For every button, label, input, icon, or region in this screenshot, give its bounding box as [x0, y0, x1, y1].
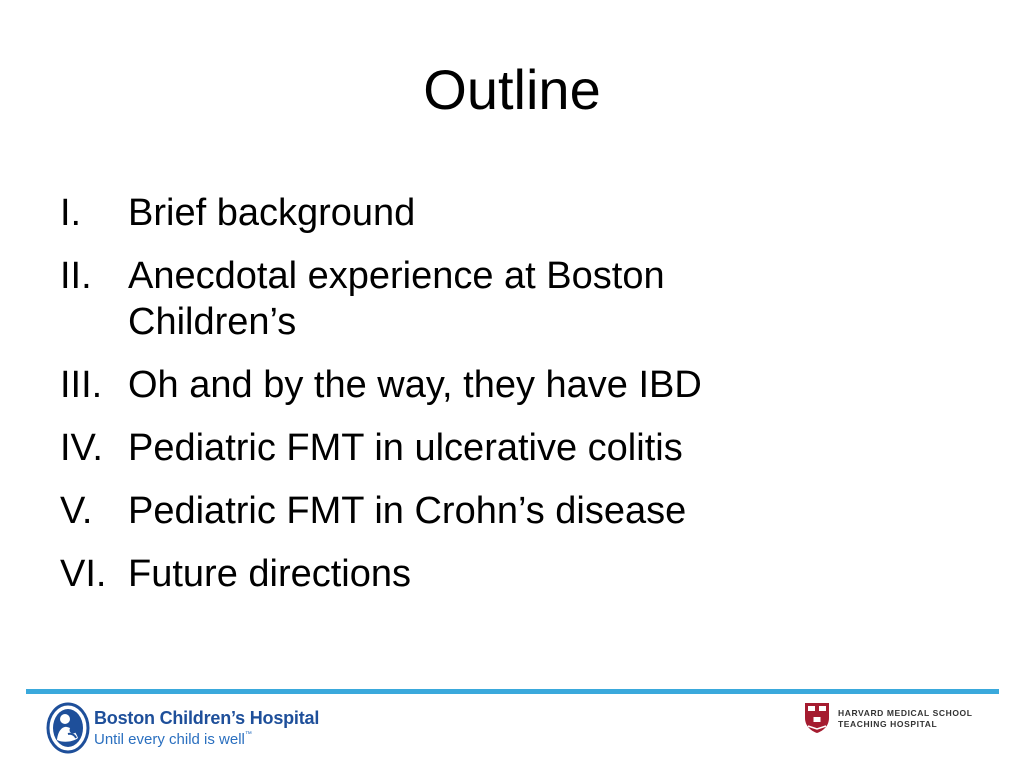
- hms-name: HARVARD MEDICAL SCHOOL: [838, 708, 973, 718]
- boston-childrens-logo: [46, 702, 366, 758]
- footer-divider: [26, 689, 999, 694]
- outline-item-number: I.: [60, 192, 82, 234]
- harvard-medical-school-logo: [804, 702, 1004, 736]
- outline-item-number: II.: [60, 255, 92, 297]
- outline-item-text: Pediatric FMT in Crohn’s disease: [128, 490, 687, 532]
- outline-item: [60, 488, 960, 534]
- outline-item: [60, 190, 960, 236]
- hospital-tagline: [94, 731, 252, 748]
- outline-item: [60, 362, 960, 408]
- outline-item: [60, 551, 960, 597]
- hospital-name: Boston Children’s Hospital: [94, 708, 320, 728]
- hms-subtitle: TEACHING HOSPITAL: [838, 719, 938, 729]
- tagline-text: Until every child is well: [94, 731, 245, 748]
- trademark-symbol: ™: [244, 731, 252, 738]
- outline-item: [60, 253, 960, 345]
- outline-item: [60, 425, 960, 471]
- outline-item-text: Oh and by the way, they have IBD: [128, 364, 702, 406]
- child-emblem-icon: [46, 702, 90, 754]
- veritas-shield-icon: [804, 702, 830, 734]
- outline-item-text: Brief background: [128, 192, 416, 234]
- outline-item-number: III.: [60, 364, 103, 406]
- outline-item-text: Pediatric FMT in ulcerative colitis: [128, 427, 683, 469]
- outline-item-number: V.: [60, 490, 93, 532]
- outline-list: [60, 190, 960, 614]
- outline-item-text: Anecdotal experience at Boston Children’s: [128, 255, 665, 343]
- outline-item-number: VI.: [60, 553, 107, 595]
- slide-title: Outline: [423, 58, 601, 121]
- outline-item-text: Future directions: [128, 553, 412, 595]
- outline-item-number: IV.: [60, 427, 103, 469]
